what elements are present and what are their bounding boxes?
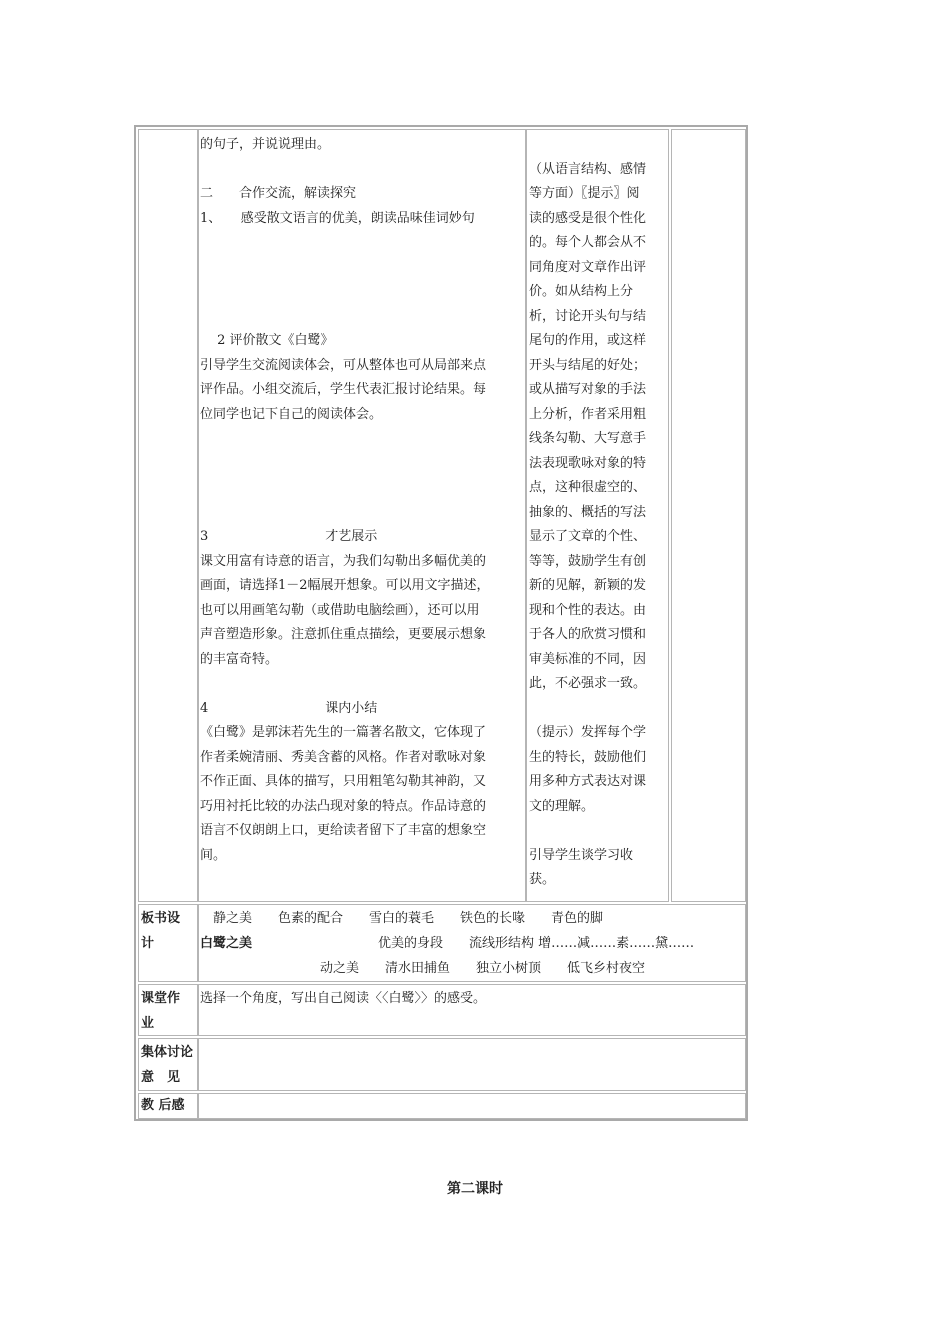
main-text-line <box>200 427 490 452</box>
section-title: 第二课时 <box>447 1181 503 1197</box>
board-title: 白鹭之美 <box>200 936 253 951</box>
note-text-line: 等方面）〖提示〗阅 <box>529 186 640 201</box>
note-text-line: 或从描写对象的手法 <box>529 382 647 397</box>
note-text-line: 尾句的作用，或这样 <box>529 333 647 348</box>
discussion-label-cell <box>138 1038 198 1091</box>
reflection-label: 教 后感 <box>141 1098 185 1113</box>
main-text-line <box>200 476 490 501</box>
note-text-line <box>529 133 646 158</box>
note-text-line: 生的特长，鼓励他们 <box>529 749 647 765</box>
board-design-label-cell <box>138 904 198 982</box>
board-line-2: 优美的身段 流线形结构 增……减……素……黛…… <box>378 936 695 951</box>
note-text-line: （提示）发挥每个学 <box>529 725 647 740</box>
main-text-line: 2 评价散文《白鹭》 <box>200 333 334 348</box>
main-text-line: 引导学生交流阅读体会，可从整体也可从局部来点 <box>200 357 487 373</box>
discussion-label: 集体讨论 意 见 <box>141 1045 194 1085</box>
note-text-line: 新的见解，新颖的发 <box>529 578 647 593</box>
main-text-line: 4 课内小结 <box>200 700 378 716</box>
note-text-line: （从语言结构、感情 <box>529 161 647 177</box>
note-text-line: 此，不必强求一致。 <box>529 676 647 691</box>
note-text-line: 等等，鼓励学生有创 <box>529 553 647 569</box>
board-design-label: 板书设 计 <box>141 911 181 951</box>
note-text-line: 价。如从结构上分 <box>529 284 634 299</box>
main-text-line <box>200 231 490 256</box>
note-text-line: 同角度对文章作出评 <box>529 259 647 275</box>
note-text-line <box>529 697 646 722</box>
main-text-line <box>200 501 490 526</box>
note-text-line: 审美标准的不同，因 <box>529 651 647 667</box>
note-text-line: 获。 <box>529 872 556 887</box>
note-text-line: 文的理解。 <box>529 798 595 814</box>
note-text-line: 析，讨论开头句与结 <box>529 308 647 324</box>
main-text-line: 二 合作交流，解读探究 <box>200 186 357 201</box>
note-text-line <box>529 819 646 844</box>
main-text-line: 位同学也记下自己的阅读体会。 <box>200 406 383 422</box>
note-text-line: 于各人的欣赏习惯和 <box>529 627 647 642</box>
note-text-line: 用多种方式表达对课 <box>529 774 647 789</box>
homework-label: 课堂作 业 <box>141 991 181 1031</box>
board-design-content-cell <box>198 904 746 982</box>
reflection-label-cell <box>138 1093 198 1119</box>
main-text-line: 1、 感受散文语言的优美，朗读品味佳词妙句 <box>200 210 475 226</box>
note-text-line: 线条勾勒、大写意手 <box>529 431 647 446</box>
main-text-line: 的句子，并说说理由。 <box>200 137 331 152</box>
main-text-line: 课文用富有诗意的语言，为我们勾勒出多幅优美的 <box>200 553 487 569</box>
reflection-content-cell <box>198 1093 746 1119</box>
main-text-line <box>200 452 490 477</box>
main-text-line <box>200 672 490 697</box>
left-label-cell <box>138 129 198 902</box>
note-text-line: 的。每个人都会从不 <box>529 235 647 250</box>
homework-label-cell <box>138 984 198 1036</box>
board-line-3: 动之美 清水田捕鱼 独立小树顶 低飞乡村夜空 <box>320 961 646 976</box>
discussion-content-cell <box>198 1038 746 1091</box>
main-text-line: 3 才艺展示 <box>200 529 378 544</box>
main-text-line: 声音塑造形象。注意抓住重点描绘，更要展示想象 <box>200 627 487 642</box>
main-text-line <box>200 158 490 183</box>
teaching-note-text <box>529 133 646 893</box>
main-text-line: 间。 <box>200 847 227 863</box>
note-text-line: 上分析，作者采用粗 <box>529 406 647 422</box>
main-text-line: 作者柔婉清丽、秀美含蓄的风格。作者对歌咏对象 <box>200 749 487 765</box>
main-text-line <box>200 305 490 330</box>
main-text-line: 语言不仅朗朗上口，更给读者留下了丰富的想象空 <box>200 823 487 838</box>
board-line-1: 静之美 色素的配合 雪白的蓑毛 铁色的长喙 青色的脚 <box>200 911 604 926</box>
note-text-line: 现和个性的表达。由 <box>529 602 647 618</box>
lesson-plan-table <box>134 125 748 1121</box>
main-text-line: 画面，请选择1－2幅展开想象。可以用文字描述， <box>200 578 490 593</box>
right-empty-cell <box>671 129 746 902</box>
note-text-line: 引导学生谈学习收 <box>529 847 634 863</box>
teaching-note-cell <box>526 129 669 902</box>
main-content-cell <box>198 129 526 902</box>
main-text-line: 《白鹭》是郭沫若先生的一篇著名散文，它体现了 <box>200 725 487 740</box>
note-text-line: 点，这种很虚空的、 <box>529 480 647 495</box>
main-text-line: 不作正面、具体的描写，只用粗笔勾勒其神韵，又 <box>200 774 487 789</box>
main-text-line: 的丰富奇特。 <box>200 651 279 667</box>
main-text-line <box>200 256 490 281</box>
main-text-line: 也可以用画笔勾勒（或借助电脑绘画），还可以用 <box>200 602 480 618</box>
note-text-line: 显示了文章的个性、 <box>529 529 647 544</box>
note-text-line: 法表现歌咏对象的特 <box>529 455 647 471</box>
main-text-line <box>200 280 490 305</box>
main-text-line: 评作品。小组交流后，学生代表汇报讨论结果。每 <box>200 382 487 397</box>
note-text-line: 抽象的、概括的写法 <box>529 504 647 520</box>
note-text-line: 读的感受是很个性化 <box>529 210 647 226</box>
main-content-text <box>200 133 490 868</box>
homework-content-cell <box>198 984 746 1036</box>
main-text-line: 巧用衬托比较的办法凸现对象的特点。作品诗意的 <box>200 798 487 814</box>
note-text-line: 开头与结尾的好处； <box>529 357 647 373</box>
homework-text: 选择一个角度，写出自己阅读〈〈白鹭〉〉的感受。 <box>200 991 487 1006</box>
